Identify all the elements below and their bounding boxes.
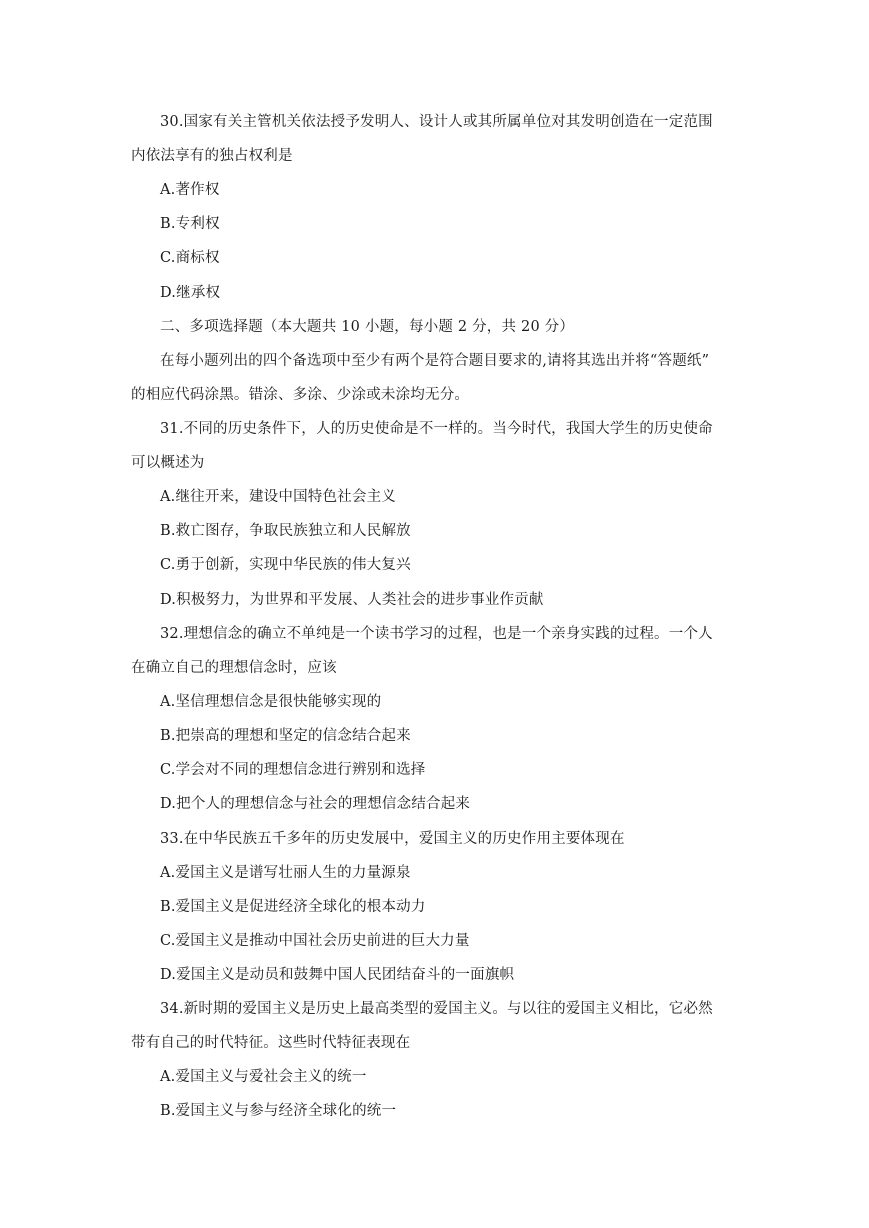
q34-stem-line1: 34.新时期的爱国主义是历史上最高类型的爱国主义。与以往的爱国主义相比，它必然 [160,1001,713,1017]
q33-stem-line1: 33.在中华民族五千多年的历史发展中，爱国主义的历史作用主要体现在 [160,831,625,847]
q32-option-a: A.坚信理想信念是很快能够实现的 [160,694,382,710]
q34-option-a: A.爱国主义与爱社会主义的统一 [160,1069,367,1085]
q32-option-c: C.学会对不同的理想信念进行辨别和选择 [160,762,426,778]
q34-option-b: B.爱国主义与参与经济全球化的统一 [160,1103,397,1119]
q32-option-d: D.把个人的理想信念与社会的理想信念结合起来 [160,796,471,812]
q30-stem-line2: 内依法享有的独占权利是 [131,148,293,164]
q33-option-d: D.爱国主义是动员和鼓舞中国人民团结奋斗的一面旗帜 [160,967,515,983]
q30-option-a: A.著作权 [160,182,220,198]
q33-option-b: B.爱国主义是促进经济全球化的根本动力 [160,899,426,915]
q32-option-b: B.把崇高的理想和坚定的信念结合起来 [160,728,411,744]
q30-option-d: D.继承权 [160,285,221,301]
q30-option-b: B.专利权 [160,216,220,232]
q34-stem-line2: 带有自己的时代特征。这些时代特征表现在 [131,1035,411,1051]
section2-instructions-line2: 的相应代码涂黑。错涂、多涂、少涂或未涂均无分。 [131,387,470,403]
q31-option-a: A.继往开来，建设中国特色社会主义 [160,489,396,505]
q30-option-c: C.商标权 [160,250,220,266]
q31-option-b: B.救亡图存，争取民族独立和人民解放 [160,523,411,539]
q32-stem-line2: 在确立自己的理想信念时，应该 [131,660,337,676]
section2-heading: 二、多项选择题（本大题共 10 小题，每小题 2 分，共 20 分） [160,319,575,335]
q31-stem-line2: 可以概述为 [131,455,205,471]
q31-stem-line1: 31.不同的历史条件下，人的历史使命是不一样的。当今时代，我国大学生的历史使命 [160,421,713,437]
q33-option-a: A.爱国主义是谱写壮丽人生的力量源泉 [160,865,411,881]
q30-stem-line1: 30.国家有关主管机关依法授予发明人、设计人或其所属单位对其发明创造在一定范围 [160,114,713,130]
q33-option-c: C.爱国主义是推动中国社会历史前进的巨大力量 [160,933,470,949]
q32-stem-line1: 32.理想信念的确立不单纯是一个读书学习的过程，也是一个亲身实践的过程。一个人 [160,626,713,642]
q31-option-d: D.积极努力，为世界和平发展、人类社会的进步事业作贡献 [160,592,544,608]
q31-option-c: C.勇于创新，实现中华民族的伟大复兴 [160,557,411,573]
section2-instructions-line1: 在每小题列出的四个备选项中至少有两个是符合题目要求的,请将其选出并将“答题纸” [160,353,710,369]
